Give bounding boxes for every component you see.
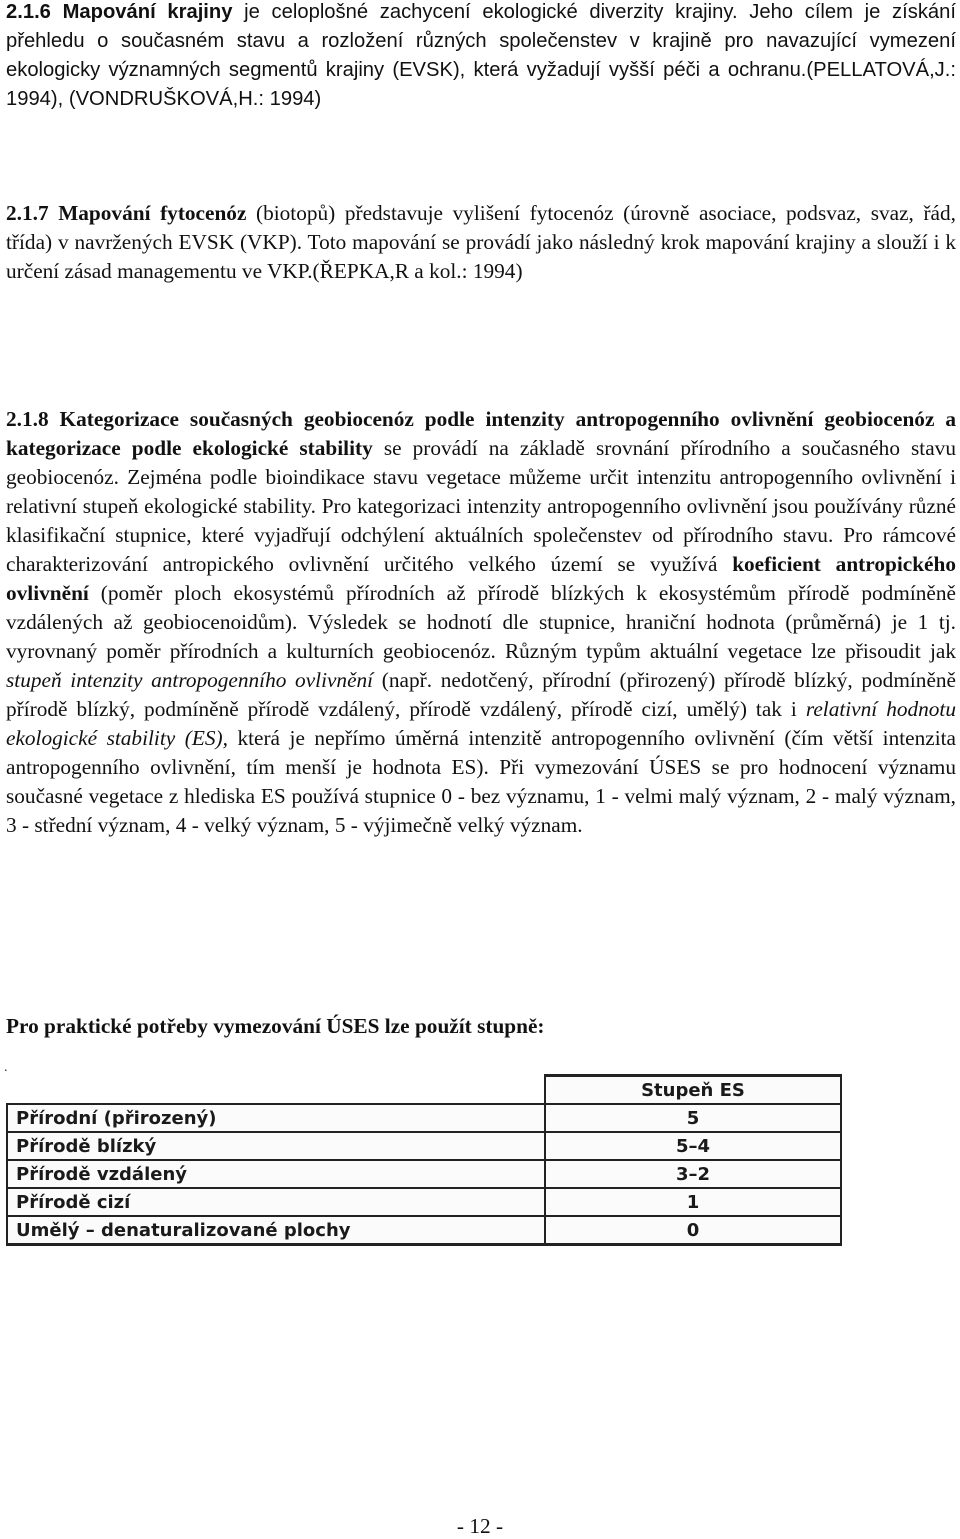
- table-row: [7, 1132, 841, 1160]
- bold-term: koeficient antropického ovlivnění: [6, 552, 956, 605]
- page-number: - 12 -: [456, 1514, 504, 1538]
- section-text: která je nepřímo úměrná intenzitě antropogenního ovlivnění (čím větší intenzita antropogenního ovlivnění, tím menší je hodnota ES). Při vymezování ÚSES se pro hodnocení významu současné vegetace z hlediska ES používá stupnice 0 - bez významu, 1 - velmi malý význam, 2 - malý význam, 3 - střední význam, 4 - velký význam, 5 - výjimečně velký význam.: [6, 726, 957, 837]
- section-title: Kategorizace současných geobiocenóz podle intenzity antropogenního ovlivnění geobiocenóz a kategorizace podle ekologické stability: [6, 407, 956, 460]
- table-header-empty: [7, 1076, 545, 1105]
- table-header-row: [7, 1076, 841, 1105]
- table-header-cell: Stupeň ES: [545, 1076, 841, 1105]
- scan-dot: .: [4, 1060, 8, 1075]
- section-number: 2.1.6: [6, 1, 51, 23]
- row-value: 5: [545, 1104, 841, 1132]
- italic-term: relativní hodnotu ekologické stability (ES),: [6, 697, 956, 750]
- section-text: je celoplošné zachycení ekologické diverzity krajiny. Jeho cílem je získání přehledu o současném stavu a rozložení různých společenstev v krajině pro navazující vymezení ekologicky významných segmentů krajiny (EVSK), která vyžadují vyšší péči a ochranu.(PELLATOVÁ,J.: 1994), (VONDRUŠKOVÁ,H.: 1994): [6, 1, 956, 110]
- section-text: (biotopů) představuje vylišení fytocenóz (úrovně asociace, podsvaz, svaz, řád, třída) v navržených EVSK (VKP).: [6, 201, 956, 254]
- table-row: [7, 1160, 841, 1188]
- table-row: [7, 1216, 841, 1245]
- section-number: 2.1.8: [6, 407, 49, 431]
- section-2-1-8: [6, 405, 956, 840]
- row-value: 0: [545, 1216, 841, 1245]
- row-label: Přírodě blízký: [7, 1132, 545, 1160]
- row-value: 1: [545, 1188, 841, 1216]
- row-value: 5–4: [545, 1132, 841, 1160]
- table-row: [7, 1104, 841, 1132]
- section-text: se provádí na základě srovnání přírodního a současného stavu geobiocenóz. Zejména podle bioindikace stavu vegetace můžeme určit intenzitu antropogenního ovlivnění i relativní stupeň ekologické stability. Pro kategorizaci intenzity antropogenního ovlivnění jsou používány různé klasifikační stupnice, které vyjadřují odchýlení aktuálních společenstev od přírodního stavu. Pro rámcové charakterizování antropického ovlivnění určitého velkého území se využívá: [6, 436, 956, 576]
- table-row: [7, 1188, 841, 1216]
- section-text: Toto mapování se provádí jako následný krok mapování krajiny a slouží i k určení zásad managementu ve VKP.(ŘEPKA,R a kol.: 1994): [6, 230, 956, 283]
- table-heading: Pro praktické potřeby vymezování ÚSES lze použít stupně:: [6, 1014, 545, 1038]
- section-title: Mapování fytocenóz: [58, 201, 247, 225]
- row-value: 3–2: [545, 1160, 841, 1188]
- section-number: 2.1.7: [6, 201, 49, 225]
- es-table: [6, 1074, 842, 1246]
- section-2-1-7: [6, 199, 956, 286]
- italic-term: stupeň intenzity antropogenního ovlivnění: [6, 668, 374, 692]
- row-label: Umělý – denaturalizované plochy: [7, 1216, 545, 1245]
- section-text: (např. nedotčený, přírodní (přirozený) přírodě blízký, podmíněně přírodě blízký, podmíněně přírodě vzdálený, přírodě vzdálený, přírodě cizí, umělý) tak i: [6, 668, 956, 721]
- row-label: Přírodní (přirozený): [7, 1104, 545, 1132]
- row-label: Přírodě vzdálený: [7, 1160, 545, 1188]
- section-text: (poměr ploch ekosystémů přírodních až přírodě blízkých k ekosystémům přírodě podmíněně vzdálených až geobiocenoidům). Výsledek se hodnotí dle stupnice, hraniční hodnota (průměrná) je 1 tj. vyrovnaný poměr přírodních a kulturních geobiocenóz. Různým typům aktuální vegetace lze přisoudit jak: [6, 581, 956, 663]
- section-2-1-6: [6, 0, 956, 114]
- row-label: Přírodě cizí: [7, 1188, 545, 1216]
- section-title: Mapování krajiny: [62, 1, 233, 23]
